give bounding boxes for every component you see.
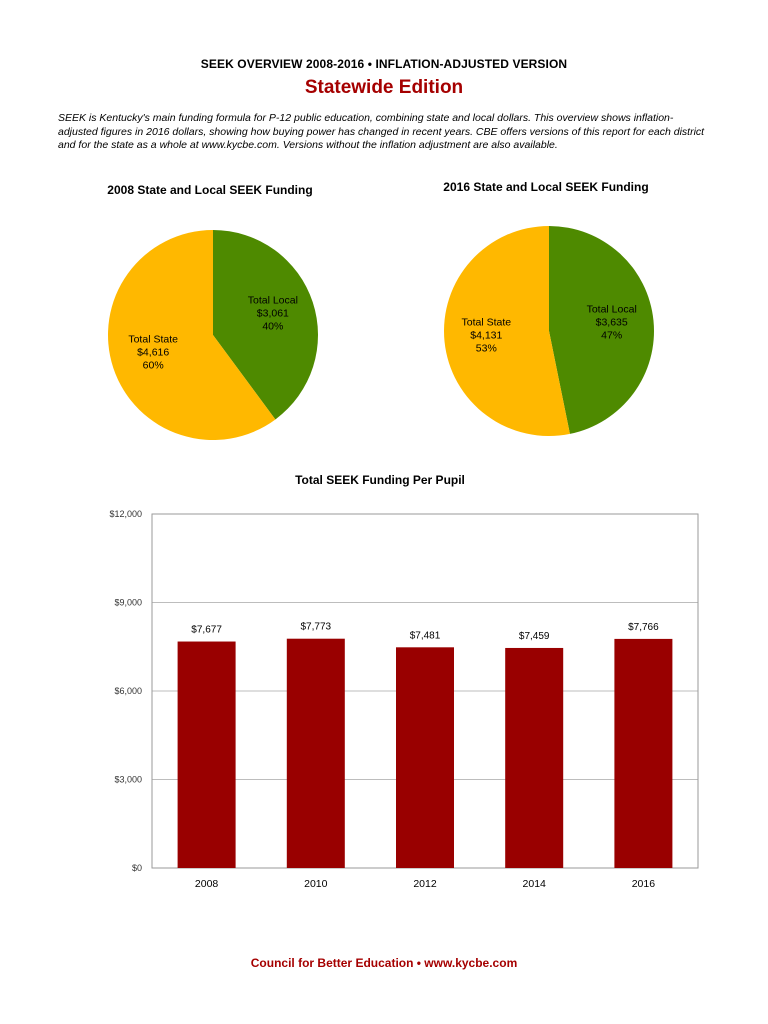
y-tick-label: $3,000 [114, 774, 142, 785]
pie-2008-total-local-name-label: Total Local [247, 294, 298, 307]
x-tick-label: 2010 [304, 878, 328, 890]
pie-2016-title: 2016 State and Local SEEK Funding [443, 180, 649, 194]
pie-2008-total-state-percent-label: 60% [142, 359, 164, 372]
intro-paragraph: SEEK is Kentucky's main funding formula for P-12 public education, combining state and local dollars. This overview shows inflation-adjusted figures in 2016 dollars, showing how buying power has changed in recent years. CBE offers versions of this report for each district and for the state as a whole at www.kycbe.com. Versions without the inflation adjustment are also available. [58, 112, 705, 152]
bar-value-label: $7,481 [409, 630, 441, 642]
edition-title: Statewide Edition [304, 77, 464, 98]
pie-2016-total-local-percent-label: 47% [601, 329, 623, 342]
bar-2014 [505, 648, 563, 868]
footer-credit: Council for Better Education • www.kycbe.com [250, 956, 518, 970]
pie-2008-total-local-value-label: $3,061 [256, 307, 289, 320]
y-tick-label: $6,000 [114, 686, 142, 696]
pie-2008-total-state-value-label: $4,616 [137, 346, 170, 359]
pie-2016-total-state-percent-label: 53% [475, 342, 497, 355]
x-tick-label: 2014 [522, 878, 546, 890]
report-title: SEEK OVERVIEW 2008-2016 • INFLATION-ADJUSTED VERSION [200, 57, 568, 71]
bar-2012 [396, 647, 454, 868]
bar-value-label: $7,773 [300, 621, 332, 633]
pie-2016-total-state-value-label: $4,131 [470, 329, 503, 342]
bar-chart-title: Total SEEK Funding Per Pupil [295, 473, 465, 487]
y-tick-label: $0 [131, 863, 142, 873]
y-tick-label: $12,000 [109, 509, 142, 519]
bar-value-label: $7,677 [191, 624, 222, 636]
bar-chart-per-pupil [0, 500, 768, 900]
x-tick-label: 2016 [631, 878, 656, 890]
y-tick-label: $9,000 [114, 597, 142, 608]
bar-value-label: $7,766 [628, 621, 659, 633]
bar-2010 [287, 639, 345, 868]
pie-chart-2016 [434, 214, 664, 448]
bar-2016 [614, 639, 672, 868]
pie-2016-total-local-value-label: $3,635 [595, 316, 628, 329]
pie-2008-total-state-name-label: Total State [128, 333, 178, 346]
pie-2016-total-local-name-label: Total Local [586, 303, 637, 316]
pie-2016-total-state-name-label: Total State [461, 316, 512, 329]
pie-2008-total-local-percent-label: 40% [262, 320, 284, 333]
pie-chart-2008 [98, 218, 328, 452]
pie-2008-title: 2008 State and Local SEEK Funding [107, 183, 313, 197]
x-tick-label: 2008 [194, 878, 219, 890]
bar-2008 [178, 642, 236, 868]
bar-value-label: $7,459 [518, 630, 550, 642]
x-tick-label: 2012 [413, 878, 437, 890]
